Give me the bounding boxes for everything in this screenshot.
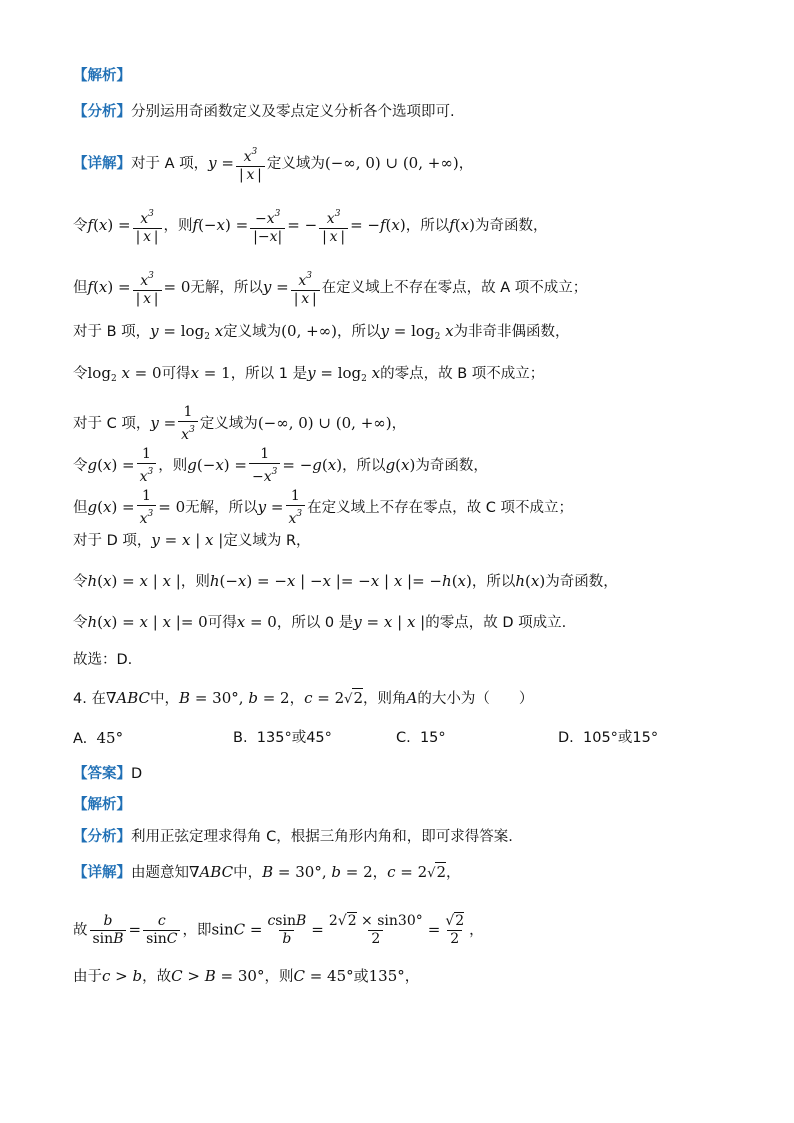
then-text: ，则: [180, 574, 210, 590]
q4-analysis-heading: [73, 795, 131, 815]
let-text: 令: [73, 574, 88, 590]
answer-tag: 【答案】: [73, 766, 131, 782]
formula: = 0: [163, 278, 191, 296]
fraction: $\frac{1}{x^3}$: [286, 488, 306, 528]
q3-c-line: 对于 C 项，y = $\frac{1}{x^3}$ 定义域为(−∞, 0) ∪ (0, +∞)，: [73, 404, 407, 443]
triangle-symbol: ∇ABC: [105, 689, 151, 707]
formula: B = 30°, b = 2: [179, 689, 290, 707]
formula: c = 2√2: [304, 689, 363, 707]
end-text: ，: [404, 969, 420, 985]
fraction: $\frac{c}{\sin C}$: [143, 913, 180, 948]
detail-text: 中，: [233, 865, 263, 881]
detail-text: 由题意知: [131, 865, 189, 881]
formula: $\log_2 x = 0$: [87, 364, 162, 384]
formula: f(x) =: [87, 278, 131, 296]
formula: = −: [287, 216, 318, 234]
choice-label: B.: [233, 730, 248, 746]
domain-text: 定义域为 R，: [223, 533, 311, 549]
fraction: $\frac{x^3}{| x |}$: [133, 206, 162, 246]
choice-value: 105°或15°: [583, 730, 659, 746]
formula: x = 1: [190, 364, 231, 382]
fenxi-tag: 【分析】: [73, 829, 131, 845]
odd-text: 为奇函数，: [474, 218, 548, 234]
fraction: $\frac{1}{x^3}$: [137, 488, 157, 528]
detail-tag: 【详解】: [73, 865, 131, 881]
formula: y =: [257, 498, 284, 516]
formula: c > b: [102, 967, 143, 985]
but-text: 但: [73, 500, 88, 516]
formula: x = 0: [236, 613, 277, 631]
formula: y =: [208, 154, 234, 172]
choice-b: [233, 728, 332, 748]
ji-text: ，即: [182, 922, 212, 939]
formula: h(x): [515, 572, 546, 590]
stem-text: 的大小为（ ）: [417, 691, 534, 707]
formula: h(x) = x | x |: [87, 572, 181, 590]
fraction: $\frac{b}{\sin B}$: [90, 913, 127, 948]
formula: C > B = 30°: [171, 967, 265, 985]
q4-fenxi-line: [73, 827, 513, 847]
formula: g(x) =: [87, 498, 135, 516]
odd-text: 为奇函数，: [415, 458, 488, 474]
so-text: 故: [73, 922, 88, 939]
from-text: 由于: [73, 969, 102, 985]
fenxi-text: 分别运用奇函数定义及零点定义分析各个选项即可.: [131, 104, 455, 120]
fraction: $\frac{x^3}{| x |}$: [291, 268, 320, 308]
domain-interval: (−∞, 0) ∪ (0, +∞): [324, 154, 459, 172]
fraction: $\frac{1}{x^3}$: [178, 404, 198, 444]
q4-sine-line: 故 $\frac{b}{\sin B}$ = $\frac{c}{\sin C}$ ，即sinC = $\frac{csinB}{b}$ = $\frac{2√2 \times \sin 30^\circ}{2}$ = $\frac{√2}{2}$ ，: [73, 913, 484, 947]
q4-conclusion-line: [73, 966, 419, 987]
let-text: 令: [73, 615, 88, 631]
domain-text: 定义域为: [199, 416, 258, 432]
detail-tag: 【详解】: [73, 156, 131, 172]
formula: y =: [150, 414, 177, 432]
fraction: $\frac{1}{-x^3}$: [249, 446, 280, 486]
formula: f(−x) =: [192, 216, 249, 234]
formula: c = 2√2: [387, 863, 447, 881]
choice-value: 45°: [96, 729, 124, 747]
q3-choose-line: [73, 650, 132, 670]
formula: $y = \log_2 x$: [380, 322, 454, 342]
fraction: $\frac{1}{x^3}$: [137, 446, 157, 486]
stem-text: ，则角: [362, 691, 407, 707]
option-b-intro: 对于 B 项，: [73, 324, 151, 340]
analysis-tag: 【解析】: [73, 797, 131, 813]
so-text: ，所以 0 是: [276, 615, 354, 631]
zero-text: 的零点，故 B 项不成立；: [380, 366, 545, 382]
so-text: ，所以 1 是: [230, 366, 308, 382]
q3-d-zero-line: [73, 612, 566, 633]
domain-interval: (−∞, 0) ∪ (0, +∞): [257, 414, 392, 432]
fenxi-text: 利用正弦定理求得角 C，根据三角形内角和，即可求得答案.: [131, 829, 513, 845]
formula: = −f(x): [350, 216, 406, 234]
option-d-intro: 对于 D 项，: [73, 533, 152, 549]
zero-text: 的零点，故 D 项成立.: [425, 615, 567, 631]
formula: h(x) = x | x |= 0: [87, 613, 208, 631]
let-text: 令: [73, 366, 88, 382]
q3-d-line: [73, 530, 311, 551]
no-zero-text: 在定义域上不存在零点，故 C 项不成立；: [307, 500, 573, 516]
formula: y =: [262, 278, 289, 296]
non-odd-text: 为非奇非偶函数，: [453, 324, 570, 340]
analysis-tag: 【解析】: [73, 68, 131, 84]
formula: h(−x) = −x | −x |= −x | x |= −h(x): [209, 572, 472, 590]
fraction: $\frac{csinB}{b}$: [267, 913, 307, 947]
get-text: 可得: [207, 615, 237, 631]
formula: (0, +∞): [281, 322, 338, 340]
q3-d-odd-line: [73, 571, 618, 592]
ze-text: ，则: [264, 969, 294, 985]
choice-value: 135°或45°: [256, 730, 332, 746]
formula: = 0: [158, 498, 186, 516]
q4-stem: 4. 在∇ABC中，B = 30°, b = 2，c = 2√2，则角A的大小为（ ）: [73, 689, 534, 707]
q3-a-zero-line: [73, 268, 587, 308]
q3-b-zero-line: [73, 363, 544, 389]
choice-label: A.: [73, 731, 88, 747]
domain-text: 定义域为: [223, 324, 282, 340]
formula: g(x): [385, 456, 416, 474]
fenxi-tag: 【分析】: [73, 104, 131, 120]
fraction: $\frac{√2}{2}$: [445, 913, 465, 947]
then-text: ，则: [163, 218, 193, 234]
domain-text: 定义域为: [266, 156, 325, 172]
so-text: ，所以: [471, 574, 516, 590]
so-text: ，所以: [337, 324, 381, 340]
analysis-heading: [73, 66, 131, 86]
fraction: $\frac{x^3}{| x |}$: [236, 144, 265, 184]
formula: f(x) =: [87, 216, 131, 234]
choose-text: 故选：D.: [73, 652, 133, 668]
q4-answer-line: [73, 764, 142, 784]
q3-c-odd-line: [73, 446, 488, 486]
fraction: $\frac{x^3}{| x |}$: [319, 206, 348, 246]
formula: = −g(x): [282, 456, 343, 474]
stem-text: 中，: [150, 691, 180, 707]
get-text: 可得: [161, 366, 191, 382]
q3-fenxi-line: [73, 102, 455, 122]
formula: C = 45°或135°: [293, 967, 405, 985]
odd-text: 为奇函数，: [545, 574, 618, 590]
triangle-symbol: ∇ABC: [189, 863, 234, 881]
choice-c: [396, 728, 446, 748]
fraction: $\frac{-x^3}{|-x|}$: [250, 206, 285, 246]
let-text: 令: [73, 458, 88, 474]
formula: y = x | x |: [151, 531, 224, 549]
q3-detail-a-line: 【详解】对于 A 项，y = $\frac{x^3}{| x |}$ 定义域为(−∞, 0) ∪ (0, +∞)，: [73, 144, 473, 184]
option-c-intro: 对于 C 项，: [73, 416, 151, 432]
no-zero-text: 在定义域上不存在零点，故 A 项不成立；: [321, 280, 588, 296]
so-text: ，所以: [342, 458, 386, 474]
q3-a-odd-line: [73, 206, 547, 246]
but-text: 但: [73, 280, 88, 296]
stem-text: 在: [91, 691, 106, 707]
option-a-intro: 对于 A 项，: [131, 156, 209, 172]
choice-d: [558, 728, 658, 748]
formula: sinC =: [211, 920, 263, 939]
question-number: 4.: [73, 691, 87, 707]
no-solution-text: 无解，所以: [185, 500, 258, 516]
formula: $y = \log_2 x$: [150, 322, 224, 342]
answer-value: D: [131, 766, 143, 782]
so-text: ，所以: [405, 218, 450, 234]
let-text: 令: [73, 218, 88, 234]
formula: $y = \log_2 x$: [307, 364, 381, 384]
choice-a: [73, 728, 123, 749]
formula: g(−x) =: [187, 456, 247, 474]
choice-label: D.: [558, 730, 574, 746]
fraction: $\frac{2√2 \times \sin 30^\circ}{2}$: [328, 913, 423, 947]
then-text: ，则: [158, 458, 188, 474]
choice-value: 15°: [419, 730, 446, 746]
no-solution-text: 无解，所以: [190, 280, 263, 296]
formula: B = 30°, b = 2: [262, 863, 373, 881]
choice-label: C.: [396, 730, 411, 746]
formula: f(x): [449, 216, 475, 234]
q3-c-zero-line: [73, 488, 573, 528]
gu-text: ，故: [142, 969, 172, 985]
fraction: $\frac{x^3}{| x |}$: [133, 268, 162, 308]
q4-detail-line: 【详解】由题意知∇ABC中，B = 30°, b = 2，c = 2√2，: [73, 863, 461, 881]
q3-b-line: [73, 321, 570, 347]
formula: y = x | x |: [353, 613, 426, 631]
formula: g(x) =: [87, 456, 135, 474]
